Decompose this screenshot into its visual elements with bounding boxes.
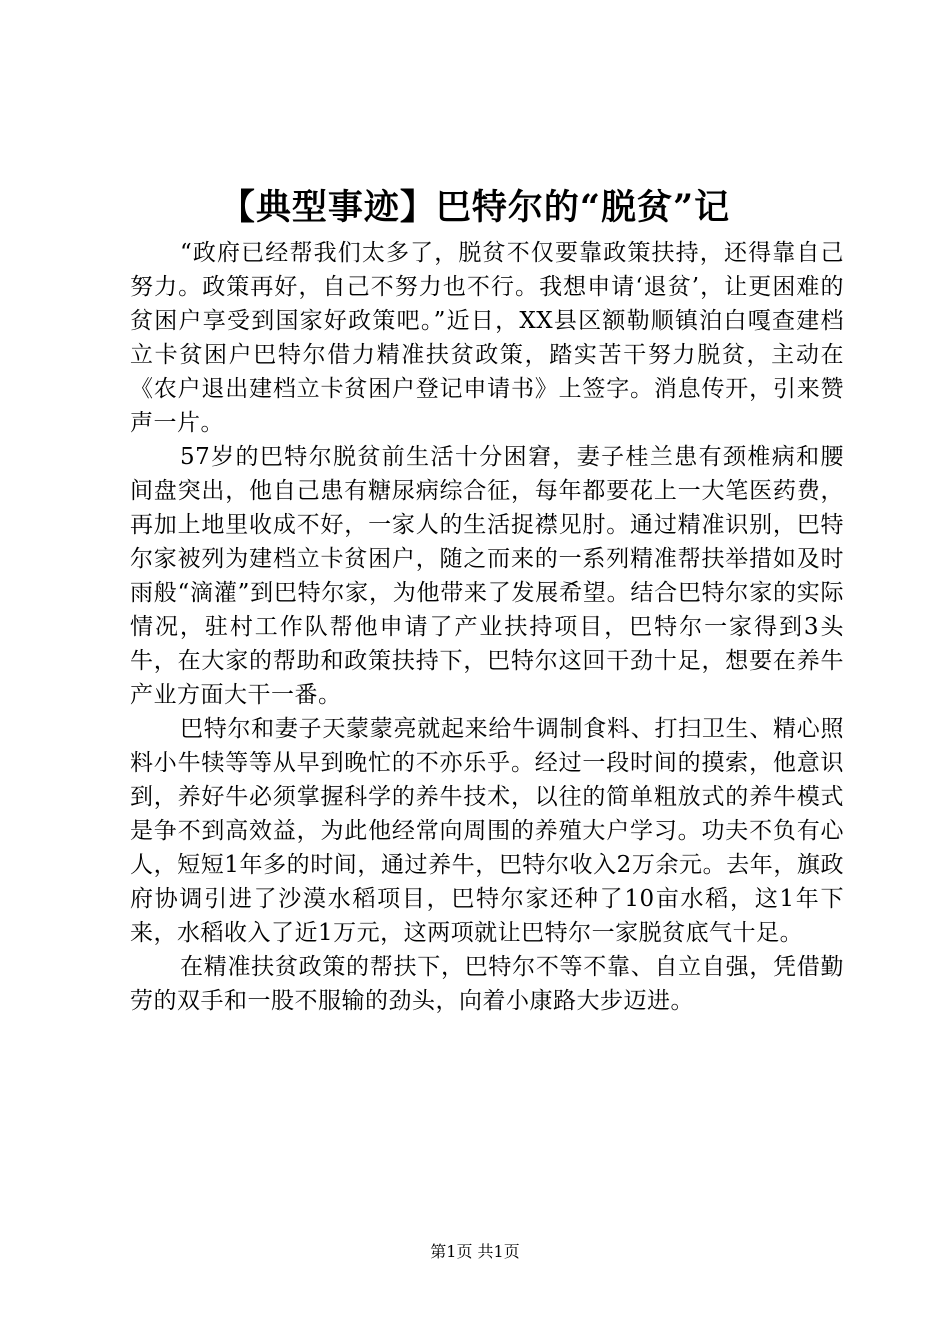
paragraph-2: 57岁的巴特尔脱贫前生活十分困窘，妻子桂兰患有颈椎病和腰间盘突出，他自己患有糖尿病综合征，每年都要花上一大笔医药费，再加上地里收成不好，一家人的生活捉襟见肘。通过精准识别，巴特尔家被列为建档立卡贫困户，随之而来的一系列精准帮扶举措如及时雨般“滴灌”到巴特尔家，为他带来了发展希望。结合巴特尔家的实际情况，驻村工作队帮他申请了产业扶持项目，巴特尔一家得到3头牛，在大家的帮助和政策扶持下，巴特尔这回干劲十足，想要在养牛产业方面大干一番。	[130, 444, 844, 708]
page-footer	[0, 1240, 950, 1264]
document-title: 【典型事迹】巴特尔的“脱贫”记	[219, 187, 731, 228]
paragraph-3: 巴特尔和妻子天蒙蒙亮就起来给牛调制食料、打扫卫生、精心照料小牛犊等等从早到晚忙的不亦乐乎。经过一段时间的摸索，他意识到，养好牛必须掌握科学的养牛技术，以往的简单粗放式的养牛模式是争不到高效益，为此他经常向周围的养殖大户学习。功夫不负有心人，短短1年多的时间，通过养牛，巴特尔收入2万余元。去年，旗政府协调引进了沙漠水稻项目，巴特尔家还种了10亩水稻，这1年下来，水稻收入了近1万元，这两项就让巴特尔一家脱贫底气十足。	[130, 716, 844, 946]
paragraph-1: “政府已经帮我们太多了，脱贫不仅要靠政策扶持，还得靠自己努力。政策再好，自己不努力也不行。我想申请‘退贫’，让更困难的贫困户享受到国家好政策吧。”近日，XX县区额勒顺镇泊白嘎查建档立卡贫困户巴特尔借力精准扶贫政策，踏实苦干努力脱贫，主动在《农户退出建档立卡贫困户登记申请书》上签字。消息传开，引来赞声一片。	[130, 240, 844, 436]
document-body	[130, 236, 844, 1018]
page-number: 第1页 共1页	[430, 1242, 520, 1261]
paragraph-4: 在精准扶贫政策的帮扶下，巴特尔不等不靠、自立自强，凭借勤劳的双手和一股不服输的劲头，向着小康路大步迈进。	[130, 954, 844, 1014]
